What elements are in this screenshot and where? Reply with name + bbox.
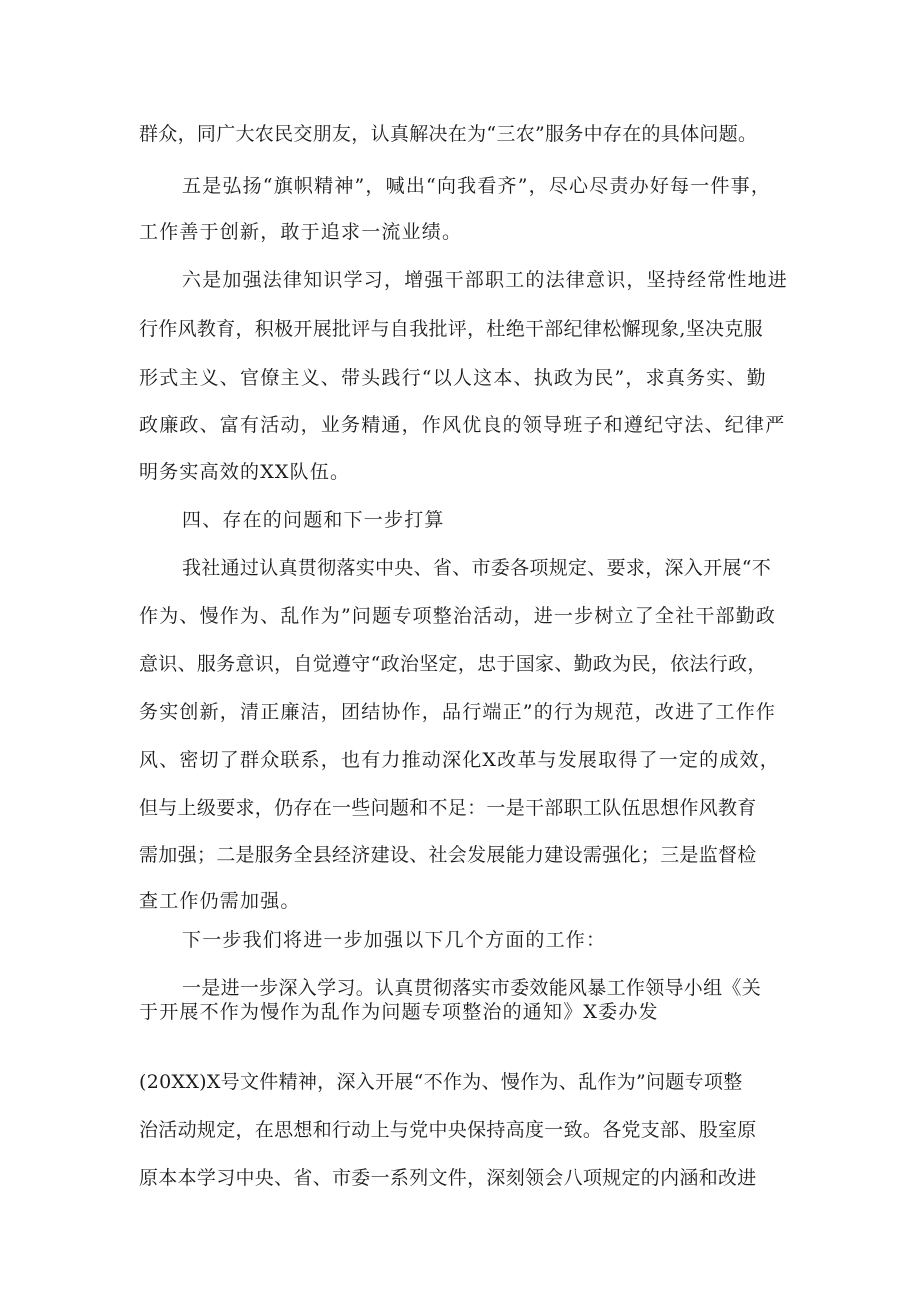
paragraph-line: 群众，同广大农民交朋友，认真解决在为“三农”服务中存在的具体问题。: [139, 123, 758, 145]
paragraph-line: 风、密切了群众联系，也有力推动深化X改革与发展取得了一定的成效，: [139, 749, 780, 771]
paragraph-line: 下一步我们将进一步加强以下几个方面的工作：: [182, 929, 607, 951]
paragraph-line: 于开展不作为慢作为乱作为问题专项整治的通知》X委办发: [139, 1001, 659, 1023]
paragraph-line: 查工作仍需加强。: [139, 890, 301, 912]
paragraph-line: 原本本学习中央、省、市委一系列文件，深刻领会八项规定的内涵和改进: [139, 1167, 757, 1189]
paragraph-line: 但与上级要求，仍存在一些问题和不足：一是干部职工队伍思想作风教育: [139, 797, 757, 819]
paragraph-line: 务实创新，清正廉洁，团结协作，品行端正”的行为规范，改进了工作作: [139, 701, 777, 723]
paragraph-line: 作为、慢作为、乱作为”问题专项整治活动，进一步树立了全社干部勤政: [139, 605, 777, 627]
paragraph-line: 五是弘扬“旗帜精神”，喊出“向我看齐”，尽心尽责办好每一件事，: [182, 175, 772, 197]
paragraph-line: 政廉政、富有活动，业务精通，作风优良的领导班子和遵纪守法、纪律严: [139, 414, 786, 436]
paragraph-line: (20XX)X号文件精神，深入开展“不作为、慢作为、乱作为”问题专项整: [139, 1071, 743, 1093]
paragraph-line: 需加强；二是服务全县经济建设、社会发展能力建设需强化；三是监督检: [139, 844, 757, 866]
paragraph-line: 六是加强法律知识学习，增强干部职工的法律意识，坚持经常性地进: [182, 269, 789, 291]
paragraph-line: 行作风教育，积极开展批评与自我批评，杜绝干部纪律松懈现象,坚决克服: [139, 318, 763, 340]
paragraph-line: 形式主义、官僚主义、带头践行“以人这本、执政为民”，求真务实、勤: [139, 367, 767, 389]
paragraph-line: 一是进一步深入学习。认真贯彻落实市委效能风暴工作领导小组《关: [182, 977, 762, 999]
section-heading: 四、存在的问题和下一步打算: [182, 509, 445, 531]
paragraph-line: 治活动规定，在思想和行动上与党中央保持高度一致。各党支部、股室原: [139, 1119, 757, 1141]
paragraph-line: 工作善于创新，敢于追求一流业绩。: [139, 221, 463, 243]
paragraph-line: 我社通过认真贯彻落实中央、省、市委各项规定、要求，深入开展“不: [182, 557, 772, 579]
paragraph-line: 明务实高效的XX队伍。: [139, 461, 351, 483]
paragraph-line: 意识、服务意识，自觉遵守“政治坚定，忠于国家、勤政为民，依法行政，: [139, 653, 767, 675]
